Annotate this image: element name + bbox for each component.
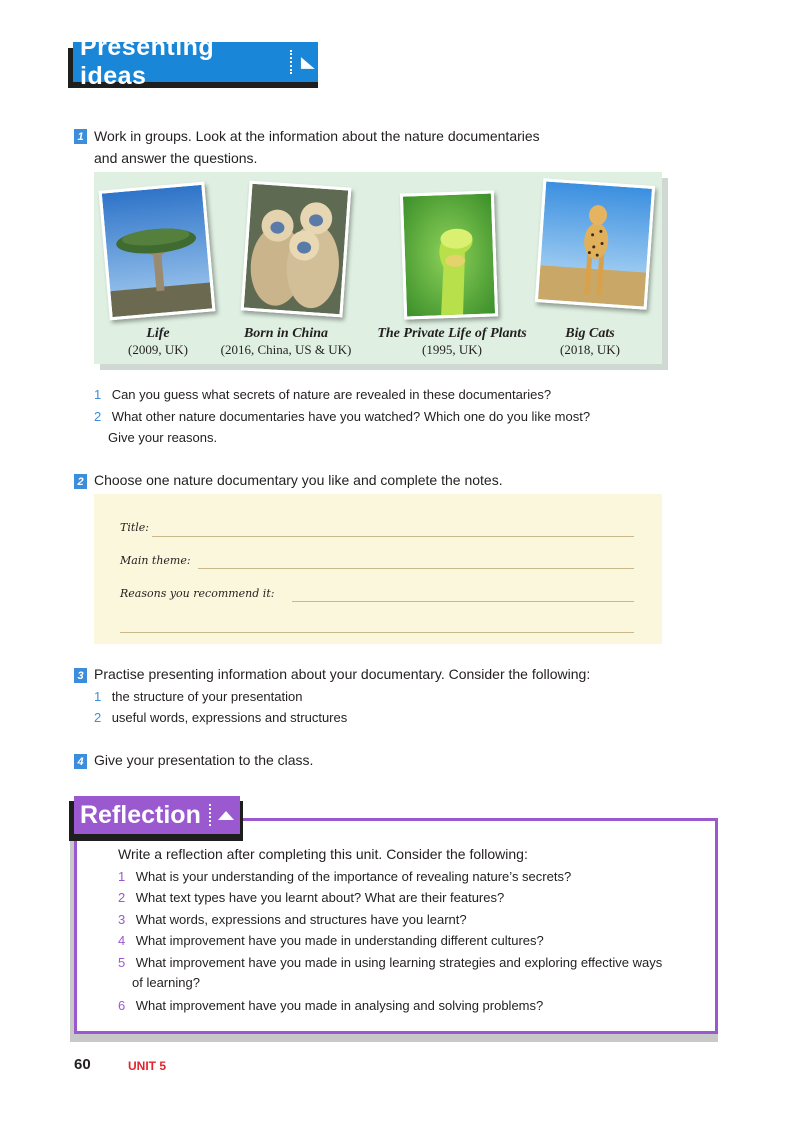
reflection-intro: Write a reflection after completing this unit. Consider the following:	[118, 846, 528, 862]
documentary-info: (2018, UK)	[560, 342, 620, 357]
note-reasons-label: Reasons you recommend it:	[120, 587, 275, 600]
consider-item	[94, 688, 302, 706]
section-2-instruction: Choose one nature documentary you like and complete the notes.	[94, 472, 503, 488]
reflection-item	[118, 932, 544, 950]
question-number: 1	[94, 387, 102, 402]
item-number: 2	[94, 710, 102, 725]
reflection-title: Reflection	[80, 800, 201, 829]
reflection-item-number: 5	[118, 955, 126, 970]
reflection-item-text: What improvement have you made in analysing and solving problems?	[135, 998, 544, 1013]
reflection-item	[118, 868, 571, 886]
page-number: 60	[74, 1056, 91, 1073]
reflection-item-number: 1	[118, 869, 126, 884]
documentary-title: The Private Life of Plants	[377, 326, 527, 341]
reflection-item-text: What improvement have you made in using learning strategies and exploring effective ways	[135, 955, 663, 970]
documentary-info: (1995, UK)	[422, 342, 482, 357]
reflection-item-text: What improvement have you made in understanding different cultures?	[135, 933, 544, 948]
documentary-title: Big Cats	[565, 326, 615, 341]
documentary-title: Life	[146, 326, 170, 341]
instruction-line: and answer the questions.	[94, 150, 258, 166]
documentary-caption	[540, 326, 640, 358]
documentary-caption	[212, 326, 360, 358]
reflection-item	[118, 911, 467, 929]
reflection-item	[118, 889, 504, 907]
question-number: 2	[94, 409, 102, 424]
section-banner	[73, 33, 318, 90]
section-3-instruction: Practise presenting information about your documentary. Consider the following:	[94, 666, 591, 682]
notes-box	[94, 494, 662, 644]
question-item	[94, 386, 551, 404]
note-extra-line[interactable]	[120, 632, 634, 633]
note-title-label: Title:	[120, 521, 150, 534]
documentary-caption	[366, 326, 538, 358]
corner-triangle-icon	[298, 52, 318, 72]
cheetah-photo	[535, 178, 655, 310]
note-theme-label: Main theme:	[120, 554, 191, 567]
reflection-item	[118, 997, 543, 1015]
reflection-item-number: 6	[118, 998, 126, 1013]
banner-separator	[209, 804, 211, 826]
section-4-instruction: Give your presentation to the class.	[94, 752, 314, 768]
snub-nosed-monkeys-photo	[241, 181, 352, 318]
documentary-info: (2016, China, US & UK)	[220, 342, 352, 357]
note-title-line[interactable]	[152, 536, 634, 537]
section-4-badge: 4	[74, 754, 87, 769]
reflection-item-number: 3	[118, 912, 126, 927]
unit-label: UNIT 5	[128, 1059, 167, 1073]
item-number: 1	[94, 689, 102, 704]
documentary-title: Born in China	[243, 326, 329, 341]
reflection-item-text: What is your understanding of the importance of revealing nature’s secrets?	[135, 869, 572, 884]
triangle-up-icon	[216, 808, 236, 822]
instruction-line: Work in groups. Look at the information about the nature documentaries	[94, 128, 540, 144]
reflection-item-text-continued: of learning?	[132, 975, 200, 990]
note-reasons-line[interactable]	[292, 601, 634, 602]
question-text: What other nature documentaries have you watched? Which one do you like most?	[111, 409, 591, 424]
reflection-item-text: What text types have you learnt about? What are their features?	[135, 890, 505, 905]
question-text-continued: Give your reasons.	[108, 430, 218, 445]
section-1-instruction	[94, 125, 540, 169]
documentary-info: (2009, UK)	[128, 342, 188, 357]
note-theme-line[interactable]	[198, 568, 634, 569]
reflection-item-number: 4	[118, 933, 126, 948]
banner-separator	[290, 50, 292, 74]
section-2-badge: 2	[74, 474, 87, 489]
item-text: the structure of your presentation	[111, 689, 303, 704]
reflection-banner	[74, 796, 240, 834]
documentary-caption	[108, 326, 208, 358]
reflection-item-text: What words, expressions and structures have you learnt?	[135, 912, 467, 927]
question-item	[94, 408, 590, 426]
page-title: Presenting ideas	[80, 33, 215, 90]
question-text: Can you guess what secrets of nature are revealed in these documentaries?	[111, 387, 552, 402]
consider-item	[94, 709, 347, 727]
pitcher-plant-photo	[400, 190, 498, 319]
reflection-item	[118, 954, 662, 972]
reflection-item-number: 2	[118, 890, 126, 905]
section-1-badge: 1	[74, 129, 87, 144]
dragon-blood-tree-photo	[99, 182, 216, 321]
section-3-badge: 3	[74, 668, 87, 683]
item-text: useful words, expressions and structures	[111, 710, 348, 725]
